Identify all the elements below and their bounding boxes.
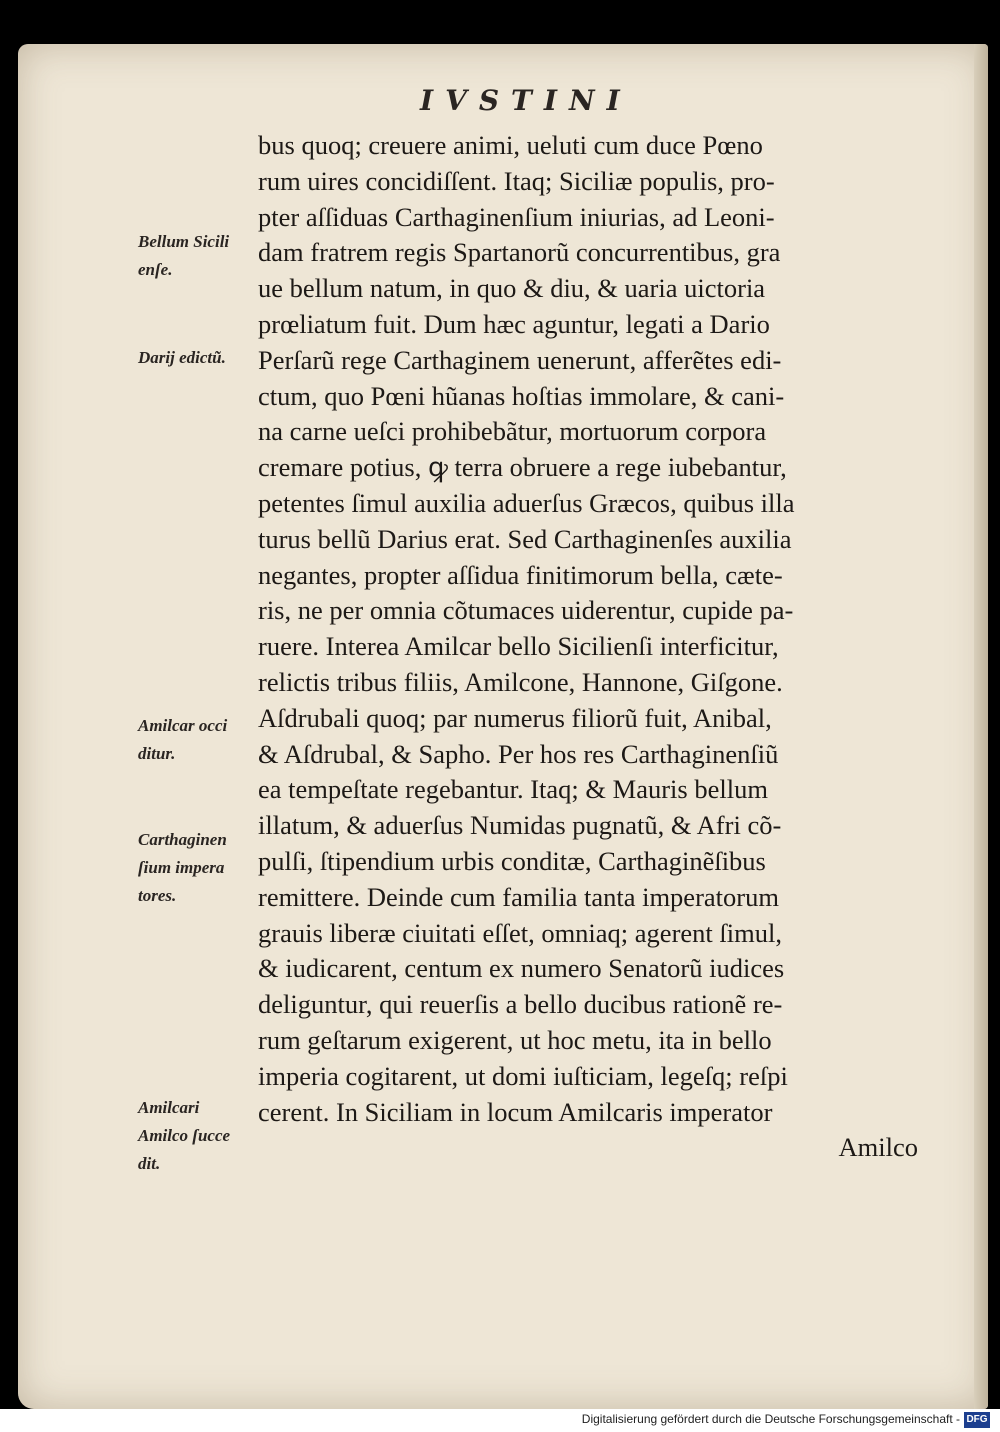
marginal-note-line: Bellum Sicili xyxy=(138,232,230,251)
marginal-note xyxy=(138,712,268,768)
text-line: rum uires concidiſſent. Itaq; Siciliæ populis, pro‐ xyxy=(258,165,775,196)
text-line: ue bellum natum, in quo & diu, & uaria uictoria xyxy=(258,273,766,304)
text-line: relictis tribus filiis, Amilcone, Hannone, Giſgone. xyxy=(258,666,783,697)
text-line: rum geſtarum exigerent, ut hoc metu, ita in bello xyxy=(258,1024,772,1055)
marginal-note xyxy=(138,228,268,284)
footer-bar xyxy=(0,1409,1000,1432)
text-line: illatum, & aduerſus Numidas pugnatũ, & Afri cõ‐ xyxy=(258,810,782,841)
body-text xyxy=(258,128,918,1166)
marginal-note-line: Darij edictũ. xyxy=(138,348,226,367)
marginal-note xyxy=(138,826,268,910)
marginal-note-line: ſium impera xyxy=(138,858,225,877)
marginal-note-line: tores. xyxy=(138,886,177,905)
text-line: dam fratrem regis Spartanorũ concurrentibus, gra xyxy=(258,237,781,268)
text-line: cerent. In Siciliam in locum Amilcaris imperator xyxy=(258,1096,773,1127)
text-line: ctum, quo Pœni hũanas hoſtias immolare, & cani‐ xyxy=(258,380,785,411)
text-line: prœliatum fuit. Dum hæc aguntur, legati a Dario xyxy=(258,308,770,339)
footer-credit: Digitalisierung gefördert durch die Deutsche Forschungsgemeinschaft - xyxy=(581,1412,960,1426)
text-line: imperia cogitarent, ut domi iuſticiam, legeſq; reſpi xyxy=(258,1060,788,1091)
text-line: Perſarũ rege Carthaginem uenerunt, afferẽtes edi‐ xyxy=(258,344,782,375)
page-edge xyxy=(974,44,988,1409)
text-line: cremare potius, ꝙ terra obruere a rege iubebantur, xyxy=(258,452,787,483)
text-line: ea tempeſtate regebantur. Itaq; & Mauris bellum xyxy=(258,774,768,805)
text-line: & Aſdrubal, & Sapho. Per hos res Carthaginenſiũ xyxy=(258,738,779,769)
text-line: turus bellũ Darius erat. Sed Carthaginenſes auxilia xyxy=(258,523,792,554)
text-line: ruere. Interea Amilcar bello Sicilienſi interficitur, xyxy=(258,631,779,662)
marginal-note-line: Carthaginen xyxy=(138,830,227,849)
text-line: ris, ne per omnia cõtumaces uiderentur, cupide pa‐ xyxy=(258,595,794,626)
text-line: remittere. Deinde cum familia tanta imperatorum xyxy=(258,881,779,912)
text-line: petentes ſimul auxilia aduerſus Græcos, quibus illa xyxy=(258,487,795,518)
catchword: Amilco xyxy=(838,1132,918,1163)
marginal-note-line: enſe. xyxy=(138,260,173,279)
running-head: IVSTINI xyxy=(420,84,632,117)
marginal-note-line: ditur. xyxy=(138,744,176,763)
text-line: pter aſſiduas Carthaginenſium iniurias, ad Leoni‐ xyxy=(258,201,775,232)
text-line: grauis liberæ ciuitati eſſet, omniaq; agerent ſimul, xyxy=(258,917,782,948)
marginal-note-line: Amilcari xyxy=(138,1098,200,1117)
marginal-note xyxy=(138,344,268,372)
marginal-note xyxy=(138,1094,268,1178)
text-line: & iudicarent, centum ex numero Senatorũ iudices xyxy=(258,953,785,984)
marginal-note-line: Amilco ſucce xyxy=(138,1126,231,1145)
text-line: na carne ueſci prohibebãtur, mortuorum corpora xyxy=(258,416,767,447)
text-line: pulſi, ſtipendium urbis conditæ, Carthaginẽſibus xyxy=(258,845,766,876)
marginal-note-line: Amilcar occi xyxy=(138,716,228,735)
text-line: negantes, propter aſſidua finitimorum bella, cæte‐ xyxy=(258,559,783,590)
dfg-logo: DFG xyxy=(964,1412,990,1428)
text-line: Aſdrubali quoq; par numerus filiorũ fuit, Anibal, xyxy=(258,702,772,733)
marginal-note-line: dit. xyxy=(138,1154,161,1173)
text-line: bus quoq; creuere animi, ueluti cum duce Pœno xyxy=(258,130,763,160)
text-line: deliguntur, qui reuerſis a bello ducibus rationẽ re‐ xyxy=(258,989,783,1020)
